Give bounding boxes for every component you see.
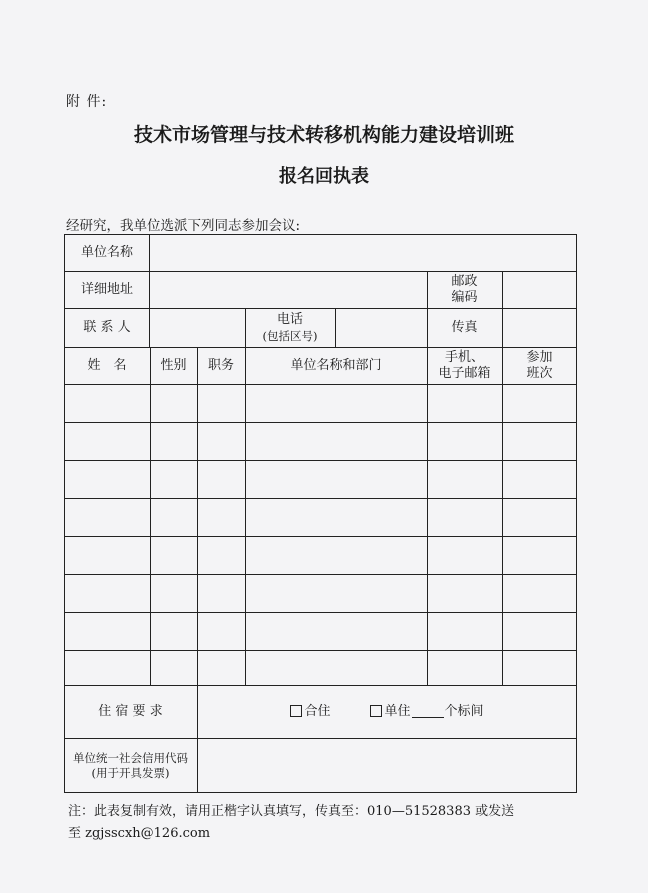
- attendee-name-cell[interactable]: [64, 460, 150, 497]
- contact-label: 联 系 人: [83, 319, 131, 335]
- intro-text: 经研究，我单位选派下列同志参加会议:: [66, 218, 301, 234]
- credit-code-label-line1: 单位统一社会信用代码: [73, 750, 188, 765]
- attendee-session-cell[interactable]: [502, 535, 577, 572]
- attendee-position-cell[interactable]: [197, 384, 245, 421]
- phone-label: [245, 308, 335, 347]
- col-header-name: 姓 名: [87, 357, 127, 373]
- attendee-dept-cell[interactable]: [245, 497, 427, 534]
- attendee-gender-cell[interactable]: [150, 497, 197, 534]
- attendee-session-cell[interactable]: [502, 611, 577, 648]
- attendee-name-cell[interactable]: [64, 611, 150, 648]
- org-name-label: 单位名称: [80, 244, 133, 260]
- col-header-mobile-line1: 手机、: [444, 349, 484, 365]
- room-count-blank[interactable]: [412, 705, 444, 718]
- contact-field[interactable]: [150, 308, 245, 347]
- attendee-session-cell[interactable]: [502, 422, 577, 459]
- option-single[interactable]: [370, 704, 483, 720]
- attendee-name-cell[interactable]: [64, 497, 150, 534]
- phone-label-line2: (包括区号): [262, 328, 318, 343]
- attendee-position-cell[interactable]: [197, 648, 245, 685]
- attendee-name-cell[interactable]: [64, 535, 150, 572]
- credit-code-field[interactable]: [197, 738, 577, 793]
- attendee-mobile-cell[interactable]: [427, 460, 502, 497]
- postcode-label-line2: 编码: [451, 289, 478, 305]
- attachment-label: 附 件:: [66, 94, 108, 110]
- postcode-field[interactable]: [502, 271, 577, 308]
- attendee-mobile-cell[interactable]: [427, 422, 502, 459]
- attendee-gender-cell[interactable]: [150, 573, 197, 610]
- credit-code-label: [64, 738, 197, 793]
- attendee-position-cell[interactable]: [197, 573, 245, 610]
- attendee-position-cell[interactable]: [197, 460, 245, 497]
- attendee-session-cell[interactable]: [502, 497, 577, 534]
- attendee-name-cell[interactable]: [64, 384, 150, 421]
- attendee-dept-cell[interactable]: [245, 611, 427, 648]
- col-header-position: 职务: [207, 357, 234, 373]
- attendee-dept-cell[interactable]: [245, 573, 427, 610]
- attendee-gender-cell[interactable]: [150, 535, 197, 572]
- attendee-session-cell[interactable]: [502, 384, 577, 421]
- form-title: 技术市场管理与技术转移机构能力建设培训班: [133, 124, 514, 146]
- attendee-position-cell[interactable]: [197, 535, 245, 572]
- credit-code-label-line2: (用于开具发票): [91, 765, 170, 780]
- attendee-gender-cell[interactable]: [150, 611, 197, 648]
- attendee-mobile-cell[interactable]: [427, 611, 502, 648]
- attendee-position-cell[interactable]: [197, 497, 245, 534]
- attendee-mobile-cell[interactable]: [427, 648, 502, 685]
- single-checkbox[interactable]: [370, 705, 382, 717]
- option-shared[interactable]: [290, 704, 330, 720]
- attendee-mobile-cell[interactable]: [427, 535, 502, 572]
- col-header-gender: 性别: [160, 357, 187, 373]
- attendee-name-cell[interactable]: [64, 573, 150, 610]
- registration-table: [64, 234, 577, 793]
- option-single-suffix: 个标间: [444, 703, 484, 719]
- fax-label: 传真: [451, 319, 478, 335]
- address-label: 详细地址: [80, 281, 133, 297]
- attendee-session-cell[interactable]: [502, 648, 577, 685]
- attendee-session-cell[interactable]: [502, 573, 577, 610]
- col-header-mobile: [427, 347, 502, 384]
- attendee-dept-cell[interactable]: [245, 648, 427, 685]
- attendee-dept-cell[interactable]: [245, 460, 427, 497]
- lodging-options: [197, 685, 577, 738]
- attendee-gender-cell[interactable]: [150, 648, 197, 685]
- col-header-session-line2: 班次: [526, 365, 553, 381]
- attendee-gender-cell[interactable]: [150, 384, 197, 421]
- shared-checkbox[interactable]: [290, 705, 302, 717]
- col-header-session-line1: 参加: [526, 349, 553, 365]
- attendee-gender-cell[interactable]: [150, 460, 197, 497]
- attendee-dept-cell[interactable]: [245, 384, 427, 421]
- attendee-mobile-cell[interactable]: [427, 384, 502, 421]
- note-line-1: 注：此表复制有效，请用正楷字认真填写，传真至：010—51528383 或发送: [68, 804, 515, 819]
- attendee-name-cell[interactable]: [64, 422, 150, 459]
- attendee-mobile-cell[interactable]: [427, 573, 502, 610]
- postcode-label: [427, 271, 502, 308]
- col-header-dept: 单位名称和部门: [290, 357, 382, 373]
- attendee-name-cell[interactable]: [64, 648, 150, 685]
- lodging-label: 住 宿 要 求: [98, 703, 163, 719]
- attendee-dept-cell[interactable]: [245, 422, 427, 459]
- attendee-session-cell[interactable]: [502, 460, 577, 497]
- form-subtitle: 报名回执表: [279, 166, 369, 187]
- attendee-position-cell[interactable]: [197, 422, 245, 459]
- attendee-position-cell[interactable]: [197, 611, 245, 648]
- col-header-session: [502, 347, 577, 384]
- attendee-mobile-cell[interactable]: [427, 497, 502, 534]
- postcode-label-line1: 邮政: [451, 273, 478, 289]
- attendee-dept-cell[interactable]: [245, 535, 427, 572]
- col-header-mobile-line2: 电子邮箱: [438, 365, 491, 381]
- option-shared-label: 合住: [304, 703, 331, 719]
- note-line-2: 至 zgjsscxh@126.com: [68, 826, 211, 841]
- attendee-gender-cell[interactable]: [150, 422, 197, 459]
- address-field[interactable]: [150, 271, 427, 308]
- fax-field[interactable]: [502, 308, 577, 347]
- phone-field[interactable]: [335, 308, 427, 347]
- phone-label-line1: 电话: [276, 311, 303, 327]
- org-name-field[interactable]: [150, 234, 577, 271]
- option-single-label: 单住: [384, 703, 411, 719]
